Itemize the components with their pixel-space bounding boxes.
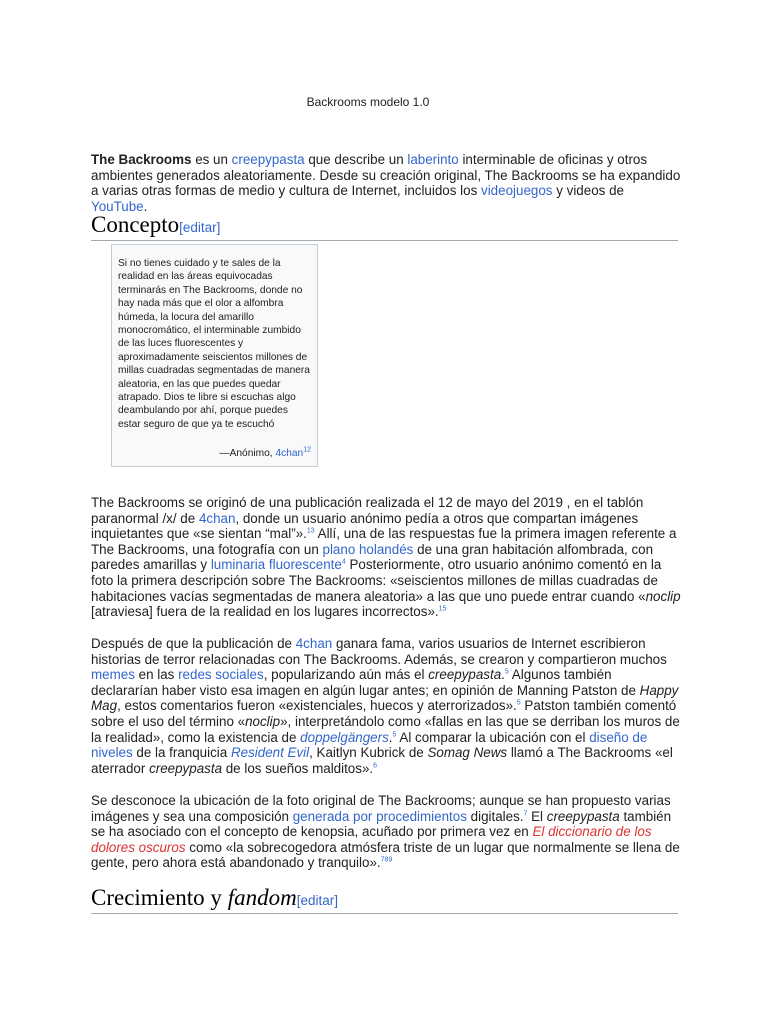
- text: , donde un usuario anónimo pedía a otros que compartan imágenes inquietantes que «se sientan “mal”».: [91, 510, 639, 542]
- quote-text: Si no tienes cuidado y te sales de la realidad en las áreas equivocadas terminarás en The Backrooms, donde no hay nada más que el olor a alfombra húmeda, la locura del amarillo monocromático, el interminable zumbido de las luces fluorescentes y aproximadamente seiscientos millones de millas cuadradas segmentadas de manera aleatoria, en las que puedes quedar atrapado. Dios te libre si escuchas algo deambulando por ahí, porque puedes estar seguro de que ya te escuchó: [118, 258, 310, 430]
- reference[interactable]: 15: [438, 605, 447, 613]
- quote-attribution: [118, 447, 311, 460]
- location-paragraph: [91, 793, 681, 871]
- reference[interactable]: 789: [380, 856, 393, 864]
- reference[interactable]: 7: [523, 810, 528, 818]
- text: es un: [191, 152, 232, 167]
- text: Se desconoce la ubicación de la foto original de The Backrooms; aunque se han propuesto varias imágenes y sea una composición: [91, 793, 671, 824]
- text: en las: [134, 667, 179, 683]
- section-title: Concepto: [91, 212, 180, 237]
- italic-term: creepypasta: [546, 808, 620, 824]
- section-title: Crecimiento y: [91, 885, 228, 910]
- edit-link[interactable]: [editar]: [179, 220, 221, 235]
- popularity-paragraph: [91, 636, 681, 776]
- italic-term: creepypasta: [428, 667, 502, 683]
- text: también se ha asociado con el concepto de kenopsia, acuñado por primera vez en: [91, 808, 672, 840]
- italic-term: noclip: [645, 588, 681, 604]
- text: de los sueños malditos».: [222, 760, 374, 776]
- reference[interactable]: 5: [392, 731, 397, 739]
- text: Después de que la publicación de: [91, 636, 296, 651]
- reference[interactable]: 4: [341, 558, 346, 566]
- link-memes[interactable]: memes: [91, 667, 135, 683]
- text: [atraviesa] fuera de la realidad en los lugares incorrectos».: [91, 604, 439, 620]
- link-4chan[interactable]: 4chan: [198, 510, 236, 526]
- section-heading-crecimiento: [91, 885, 678, 914]
- text: Algunos también declararían haber visto esa imagen en algún lugar antes; en opinión de Manning Patston de: [91, 667, 640, 698]
- text: , estos comentarios fueron «existenciales, huecos y aterrorizados».: [117, 698, 517, 714]
- intro-paragraph: [91, 152, 681, 214]
- attribution-text: —Anónimo,: [219, 448, 276, 460]
- link-resident-evil[interactable]: Resident Evil: [230, 745, 310, 761]
- text: .: [501, 667, 505, 683]
- link-laberinto[interactable]: laberinto: [407, 152, 459, 167]
- text: Patston también comentó sobre el uso del término «: [91, 698, 677, 729]
- link-diccionario-dolores-oscuros[interactable]: El diccionario de los dolores oscuros: [91, 824, 652, 855]
- text: , popularizando aún más el: [263, 667, 429, 683]
- text: que describe un: [304, 152, 408, 167]
- link-plano-holandes[interactable]: plano holandés: [322, 541, 414, 557]
- text: de una gran habitación alfombrada, con paredes amarillas y: [91, 541, 654, 573]
- text: digitales.: [466, 808, 524, 824]
- text: y videos de: [552, 183, 624, 199]
- text: de la franquicia: [132, 745, 231, 761]
- section-title-italic: fandom: [227, 885, 297, 910]
- link-youtube[interactable]: YouTube: [91, 198, 144, 214]
- text: ganara fama, varios usuarios de Internet escribieron historias de terror relacionadas con The Backrooms. Además, se crearon y compartieron muchos: [91, 636, 667, 667]
- link-generada-por-procedimientos[interactable]: generada por procedimientos: [292, 808, 467, 824]
- text: Posteriormente, otro usuario anónimo comentó en la foto la primera descripción sobre The Backrooms: «seiscientos millones de millas cuadradas de habitaciones vacías segmentadas de manera aleatoria» a las que uno puede entrar cuando «: [91, 557, 662, 604]
- italic-term: creepypasta: [149, 760, 223, 776]
- link-doppelgangers[interactable]: doppelgängers: [300, 729, 389, 745]
- page-title: Backrooms modelo 1.0: [306, 95, 430, 109]
- link-4chan[interactable]: 4chan: [275, 448, 304, 460]
- italic-term: Somag News: [427, 745, 508, 761]
- text: Al comparar la ubicación con el: [396, 729, 590, 745]
- edit-link[interactable]: [editar]: [296, 893, 338, 908]
- text: interminable de oficinas y otros ambientes generados aleatoriamente. Desde su creación original, The Backrooms se ha expandido a varias otras formas de medio y cultura de Internet, incluidos los: [91, 152, 681, 199]
- section-heading-concepto: [91, 212, 678, 241]
- link-videojuegos[interactable]: videojuegos: [481, 183, 553, 199]
- text: », interpretándolo como «fallas en las que se derriban los muros de la realidad», como la existencia de: [91, 713, 680, 745]
- reference[interactable]: 5: [504, 668, 509, 676]
- article-subject: The Backrooms: [91, 152, 192, 167]
- italic-term: noclip: [245, 713, 281, 729]
- reference[interactable]: 6: [373, 762, 378, 770]
- reference[interactable]: 12: [303, 446, 311, 454]
- origin-paragraph: [91, 495, 681, 620]
- text: El: [527, 808, 547, 824]
- text: , Kaitlyn Kubrick de: [309, 745, 428, 761]
- reference[interactable]: 5: [516, 699, 521, 707]
- text: The Backrooms se originó de una publicación realizada el 12 de mayo del 2019 , en el tablón paranormal /x/ de: [91, 495, 644, 526]
- link-diseno-de-niveles[interactable]: diseño de niveles: [91, 729, 648, 761]
- text: .: [143, 198, 148, 214]
- italic-term: Happy Mag: [91, 682, 679, 714]
- text: llamó a The Backrooms «el aterrador: [91, 745, 673, 776]
- link-creepypasta[interactable]: creepypasta: [231, 152, 305, 167]
- quote-box: [111, 244, 318, 467]
- text: Allí, una de las respuestas fue la primera imagen referente a The Backrooms, una fotografía con un: [91, 526, 677, 557]
- link-redes-sociales[interactable]: redes sociales: [178, 667, 264, 683]
- link-luminaria-fluorescente[interactable]: luminaria fluorescente: [210, 557, 342, 573]
- reference[interactable]: 13: [306, 527, 315, 535]
- text: como «la sobrecogedora atmósfera triste de un lugar que normalmente se llena de gente, pero ahora está abandonado y tranquilo».: [91, 839, 680, 871]
- text: .: [388, 729, 393, 745]
- link-4chan[interactable]: 4chan: [295, 636, 333, 651]
